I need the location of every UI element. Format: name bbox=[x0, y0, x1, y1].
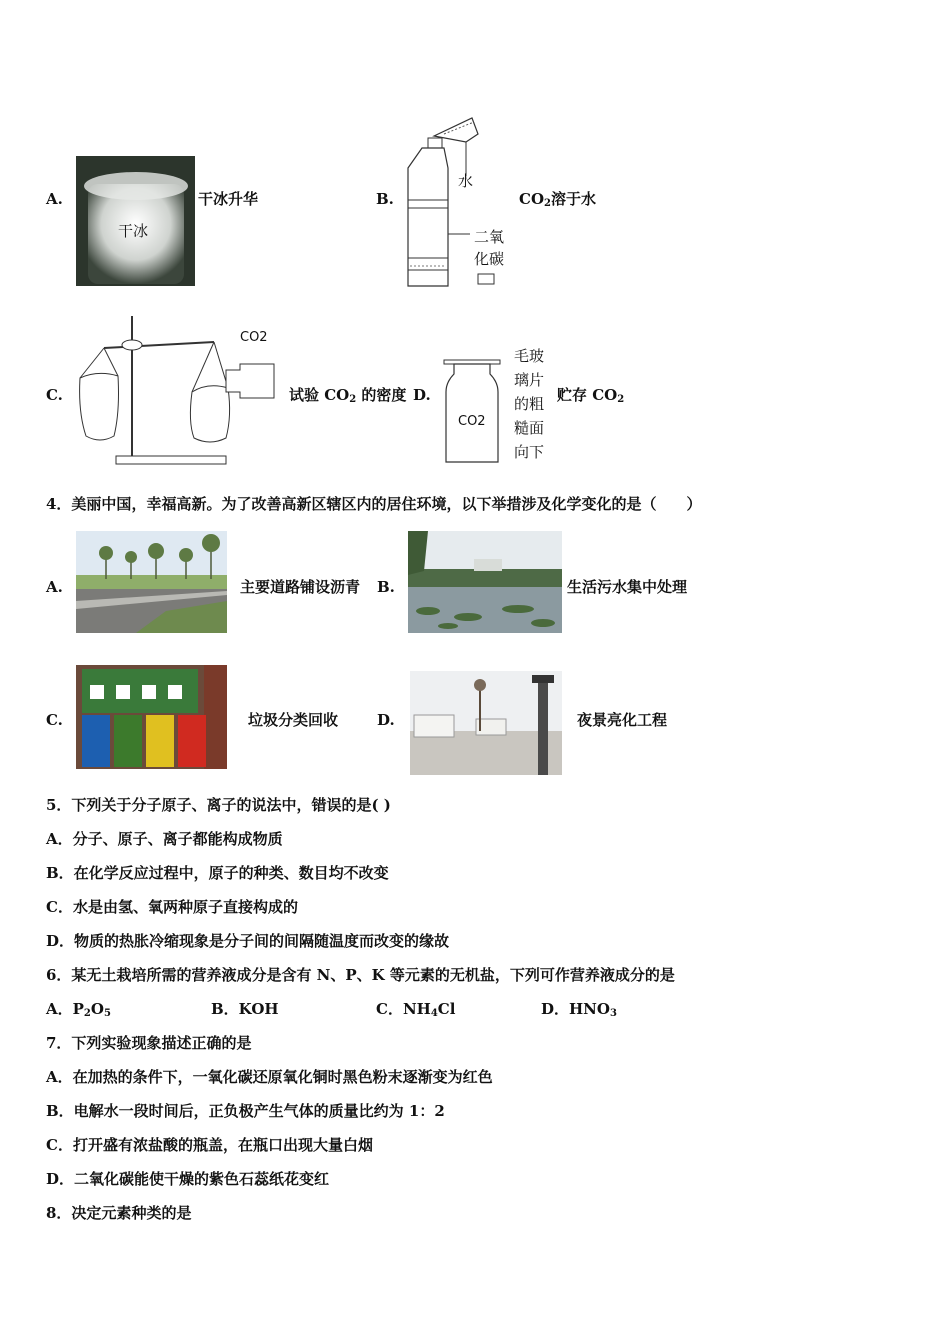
q5-option-c: C．水是由氢、氧两种原子直接构成的 bbox=[46, 898, 298, 916]
q4-stem: 4．美丽中国，幸福高新。为了改善高新区辖区内的居住环境，以下举措涉及化学变化的是（ ） bbox=[46, 495, 702, 513]
q4-option-a-letter: A. bbox=[46, 578, 63, 596]
street-lamp-photo bbox=[410, 671, 562, 775]
q5-stem: 5．下列关于分子原子、离子的说法中，错误的是( ) bbox=[46, 796, 391, 814]
gas-label-2: 化碳 bbox=[474, 250, 505, 268]
q3-option-c-caption: 试验 $CO_2$ 的密度 bbox=[289, 386, 407, 405]
q3-option-b-caption: $CO_2$溶于水 bbox=[519, 190, 596, 209]
q5-option-a: A．分子、原子、离子都能构成物质 bbox=[46, 830, 283, 848]
water-label: 水 bbox=[458, 172, 474, 190]
q7-option-b: B．电解水一段时间后，正负极产生气体的质量比约为 1：2 bbox=[46, 1102, 445, 1120]
road-photo bbox=[76, 531, 227, 633]
q7-stem: 7．下列实验现象描述正确的是 bbox=[46, 1034, 252, 1052]
q4-option-b-text: 生活污水集中处理 bbox=[567, 578, 688, 596]
co2-gas-label: CO2 bbox=[240, 330, 268, 345]
gas-jar-diagram bbox=[440, 342, 556, 466]
q3-option-a-caption: 干冰升华 bbox=[198, 190, 259, 208]
glass-plate-note: 毛玻 璃片 的粗 糙面 向下 bbox=[514, 347, 545, 461]
q6-option-b: B．KOH bbox=[211, 1000, 279, 1018]
q4-option-a-text: 主要道路铺设沥青 bbox=[240, 578, 361, 596]
q4-option-c-text: 垃圾分类回收 bbox=[248, 711, 339, 729]
q3-option-b-letter: B. bbox=[376, 190, 394, 208]
q7-option-c: C．打开盛有浓盐酸的瓶盖，在瓶口出现大量白烟 bbox=[46, 1136, 373, 1154]
q8-stem: 8．决定元素种类的是 bbox=[46, 1204, 192, 1222]
q3-option-a-letter: A. bbox=[46, 190, 63, 208]
recycling-bins-photo bbox=[76, 665, 227, 769]
balance-experiment-diagram bbox=[74, 312, 284, 468]
q4-option-d-letter: D. bbox=[377, 711, 395, 729]
dry-ice-label: 干冰 bbox=[118, 222, 149, 240]
q5-option-d: D．物质的热胀冷缩现象是分子间的间隔随温度而改变的缘故 bbox=[46, 932, 450, 950]
q6-stem: 6．某无土栽培所需的营养液成分是含有 N、P、K 等元素的无机盐，下列可作营养液成分的是 bbox=[46, 966, 675, 984]
q7-option-a: A．在加热的条件下，一氧化碳还原氧化铜时黑色粉末逐渐变为红色 bbox=[46, 1068, 493, 1086]
q3-option-d-caption: 贮存 $CO_2$ bbox=[557, 386, 625, 405]
q7-option-d: D．二氧化碳能使干燥的紫色石蕊纸花变红 bbox=[46, 1170, 330, 1188]
q6-option-d: D．$HNO_3$ bbox=[541, 1000, 617, 1019]
q4-option-b-letter: B. bbox=[377, 578, 395, 596]
pond-photo bbox=[408, 531, 562, 633]
co2-bottle-diagram bbox=[404, 108, 514, 293]
q6-option-c: C．$NH_4Cl$ bbox=[376, 1000, 456, 1019]
jar-co2-label: CO2 bbox=[458, 414, 486, 429]
dry-ice-photo bbox=[76, 156, 195, 286]
q4-option-c-letter: C. bbox=[46, 711, 63, 729]
gas-label-1: 二氧 bbox=[474, 228, 505, 246]
q3-option-c-letter: C. bbox=[46, 386, 63, 404]
q5-option-b: B．在化学反应过程中，原子的种类、数目均不改变 bbox=[46, 864, 389, 882]
q3-option-d-letter: D. bbox=[413, 386, 431, 404]
q4-option-d-text: 夜景亮化工程 bbox=[577, 711, 668, 729]
q6-option-a: A．$P_2O_5$ bbox=[46, 1000, 111, 1019]
